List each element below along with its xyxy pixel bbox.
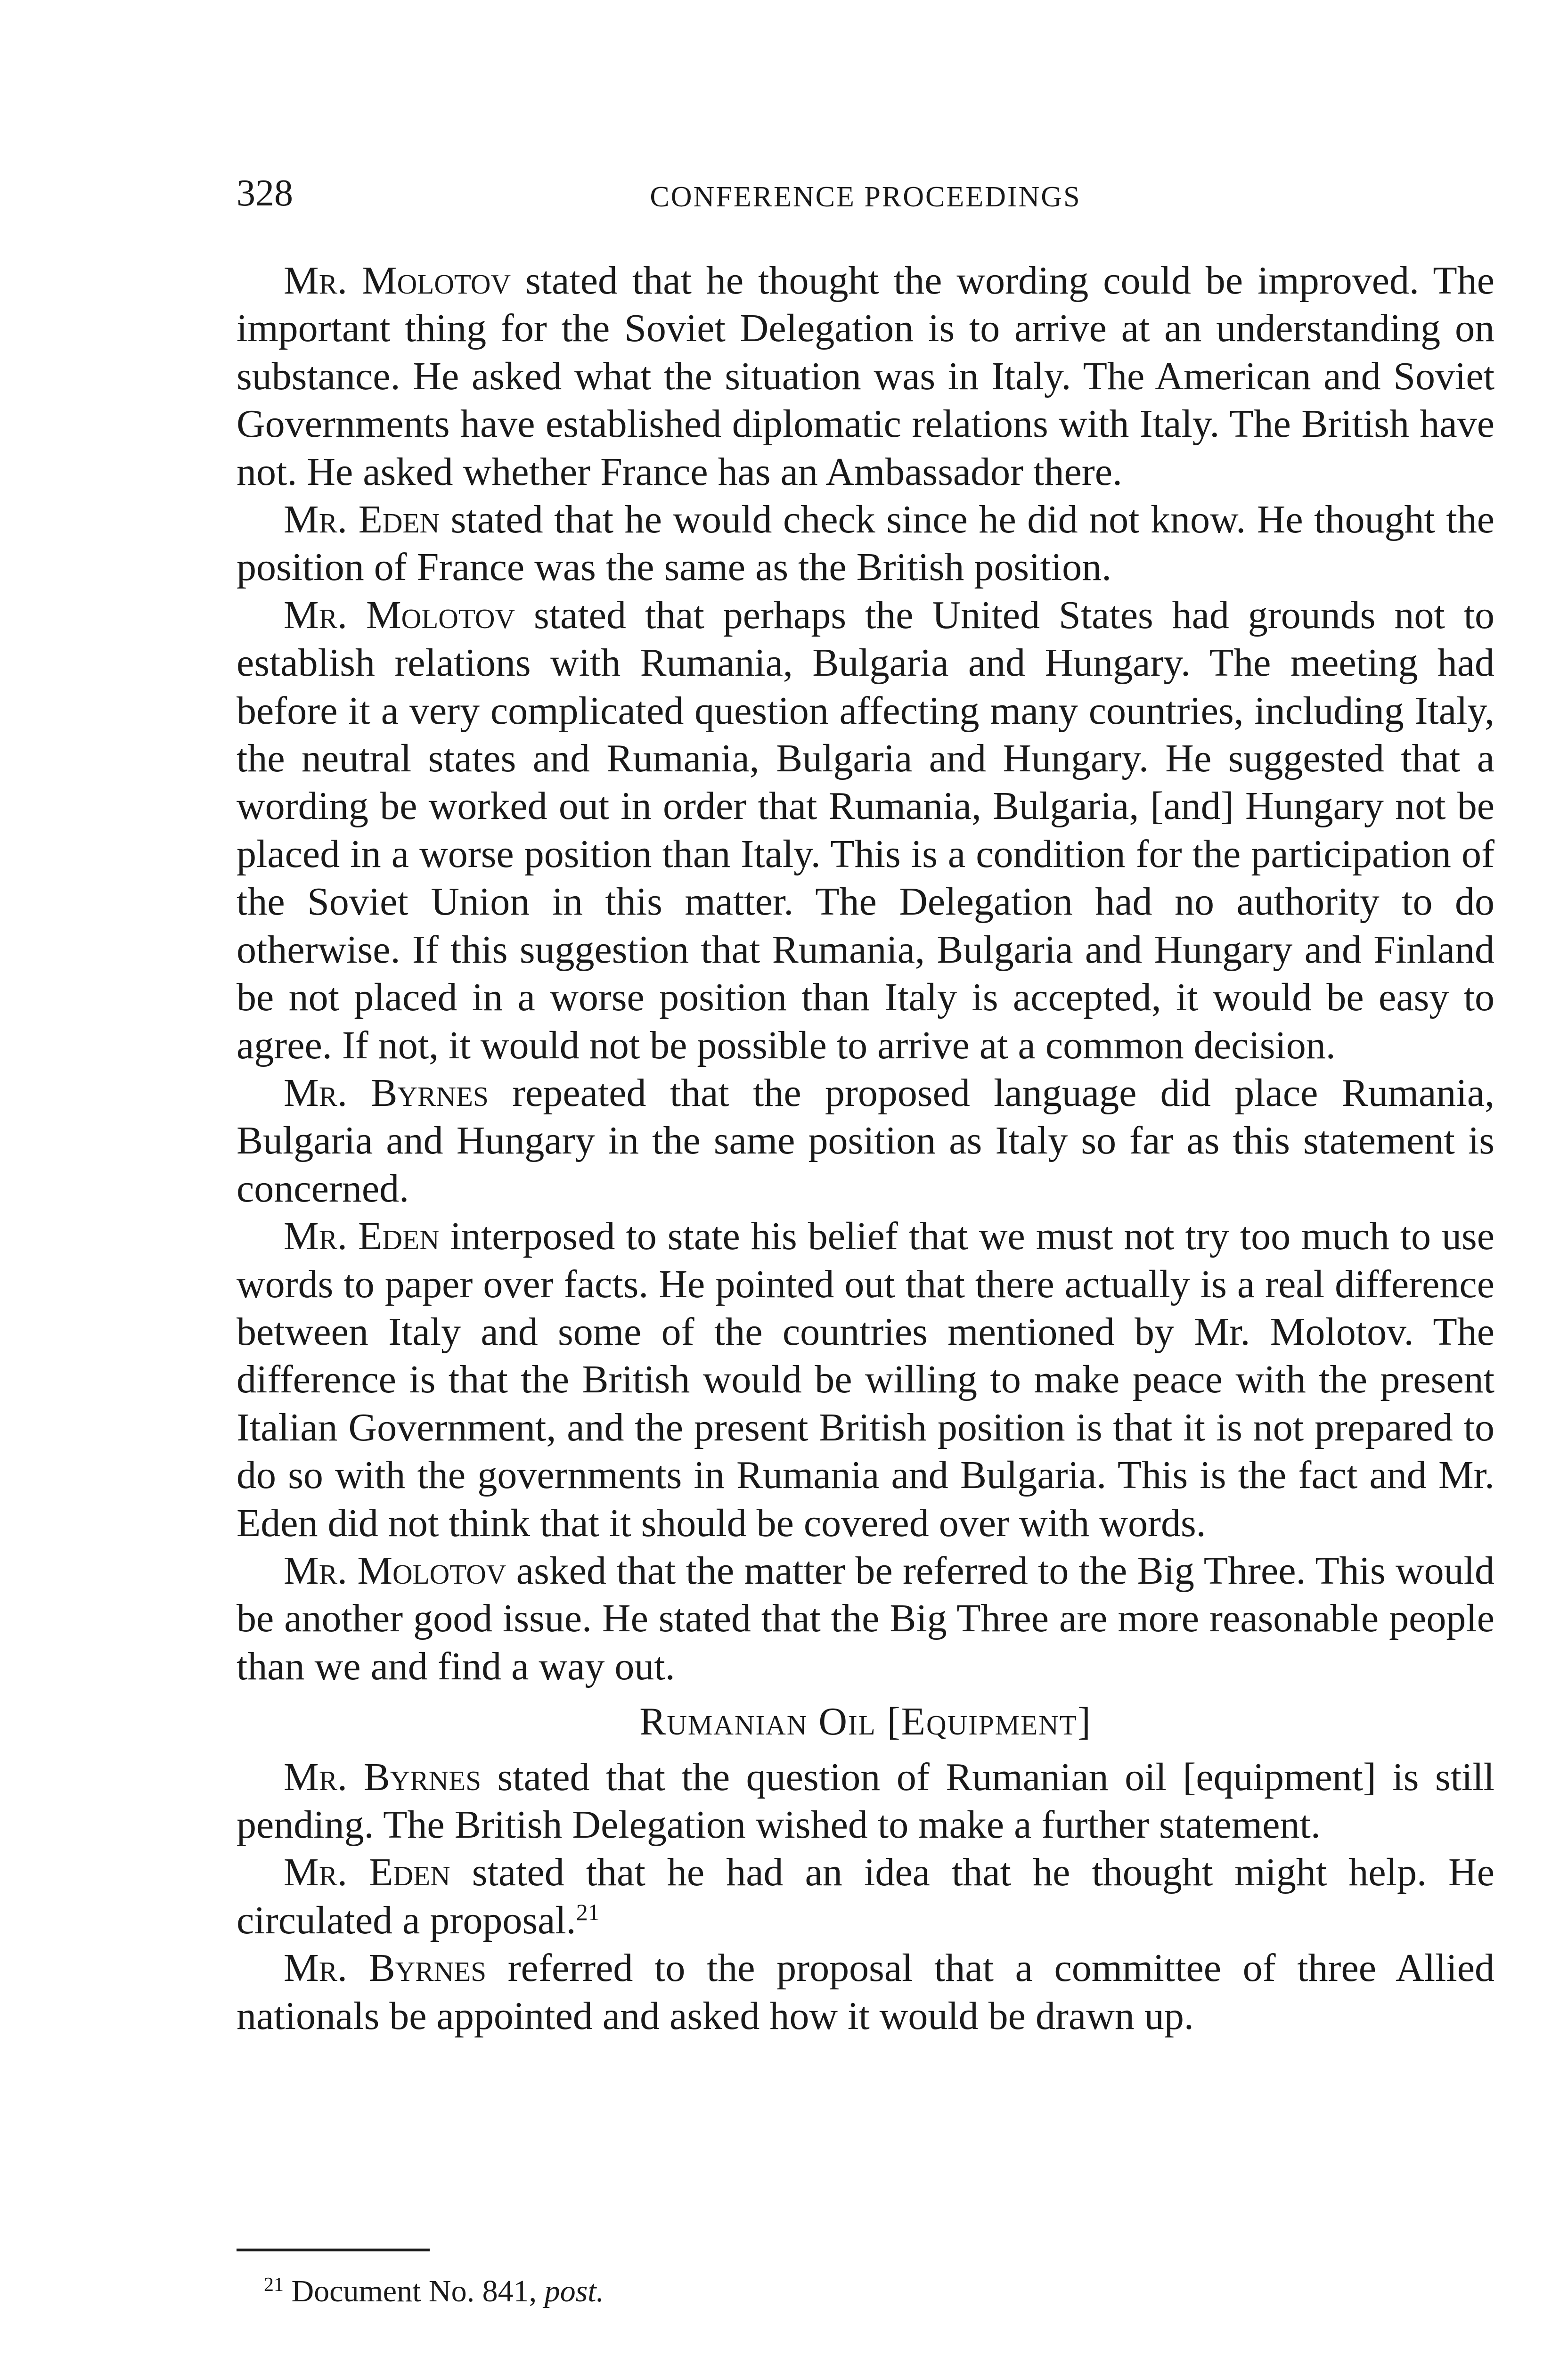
paragraph [237, 1069, 1494, 1212]
paragraph-text: stated that he thought the wording could be improved. The important thing for the Soviet Delegation is to arrive at an understanding on substance. He asked what the situation was in Italy. The American and Soviet Governments have established diplomatic relations with Italy. The British have not. He asked whether France has an Ambassador there. [237, 259, 1494, 494]
speaker-name: Mr. Eden [284, 1214, 440, 1259]
paragraph-text: asked that the matter be referred to the Big Three. This would be another good issue. He stated that the Big Three are more reasonable people than we and find a way out. [237, 1548, 1494, 1688]
paragraph [237, 257, 1494, 496]
footnote-reference[interactable]: 21 [576, 1898, 600, 1925]
paragraph-text: repeated that the proposed language did place Rumania, Bulgaria and Hungary in the same position as Italy so far as this statement is concerned. [237, 1071, 1494, 1211]
speaker-name: Mr. Molotov [284, 259, 511, 303]
speaker-name: Mr. Byrnes [284, 1755, 482, 1799]
paragraph-text: stated that the question of Rumanian oil [equipment] is still pending. The British Delegation wished to make a further statement. [237, 1755, 1495, 1847]
footnote-number: 21 [264, 2274, 284, 2296]
speaker-name: Mr. Eden [284, 498, 440, 542]
footnote-text: Document No. 841, [284, 2274, 545, 2308]
paragraph-text: stated that he had an idea that he thought might help. He circulated a proposal. [237, 1850, 1494, 1942]
paragraph [237, 1212, 1494, 1547]
footnote [264, 2270, 1442, 2313]
speaker-name: Mr. Molotov [284, 593, 515, 637]
paragraph-text: referred to the proposal that a committee of three Allied nationals be appointed and asked how it would be drawn up. [237, 1946, 1494, 2038]
speaker-name: Mr. Byrnes [284, 1071, 489, 1115]
speaker-name: Mr. Eden [284, 1850, 450, 1895]
paragraph-text: interposed to state his belief that we must not try too much to use words to paper over facts. He pointed out that there actually is a real difference between Italy and some of the countries mentioned by Mr. Molotov. The difference is that the British would be willing to make peace with the present Italian Government, and the present British position is that it is not prepared to do so with the governments in Rumania and Bulgaria. This is the fact and Mr. Eden did not think that it should be covered over with words. [237, 1214, 1494, 1545]
footnote-italic-text: post. [544, 2274, 604, 2308]
page-number: 328 [237, 172, 293, 214]
page-header [237, 170, 1494, 217]
paragraph [237, 591, 1494, 1069]
running-title: CONFERENCE PROCEEDINGS [650, 181, 1081, 213]
speaker-name: Mr. Byrnes [284, 1946, 487, 1990]
section-heading: Rumanian Oil [Equipment] [639, 1700, 1092, 1744]
paragraph [237, 496, 1494, 591]
paragraph [237, 1849, 1494, 1944]
paragraph [237, 1547, 1494, 1690]
paragraph [237, 1944, 1494, 2040]
paragraph-text: stated that perhaps the United States had grounds not to establish relations with Rumania, Bulgaria and Hungary. The meeting had before it a very complicated question affecting many countries, including Italy, the neutral states and Rumania, Bulgaria and Hungary. He suggested that a wording be worked out in order that Rumania, Bulgaria, [and] Hungary not be placed in a worse position than Italy. This is a condition for the participation of the Soviet Union in this matter. The Delegation had no authority to do otherwise. If this suggestion that Rumania, Bulgaria and Hungary and Finland be not placed in a worse position than Italy is accepted, it would be easy to agree. If not, it would not be possible to arrive at a common decision. [237, 593, 1494, 1067]
footnote-divider [237, 2249, 430, 2251]
speaker-name: Mr. Molotov [284, 1548, 506, 1593]
paragraph [237, 1753, 1494, 1849]
paragraph-text: stated that he would check since he did not know. He thought the position of France was the same as the British position. [237, 498, 1494, 589]
body-text [237, 257, 1494, 2040]
